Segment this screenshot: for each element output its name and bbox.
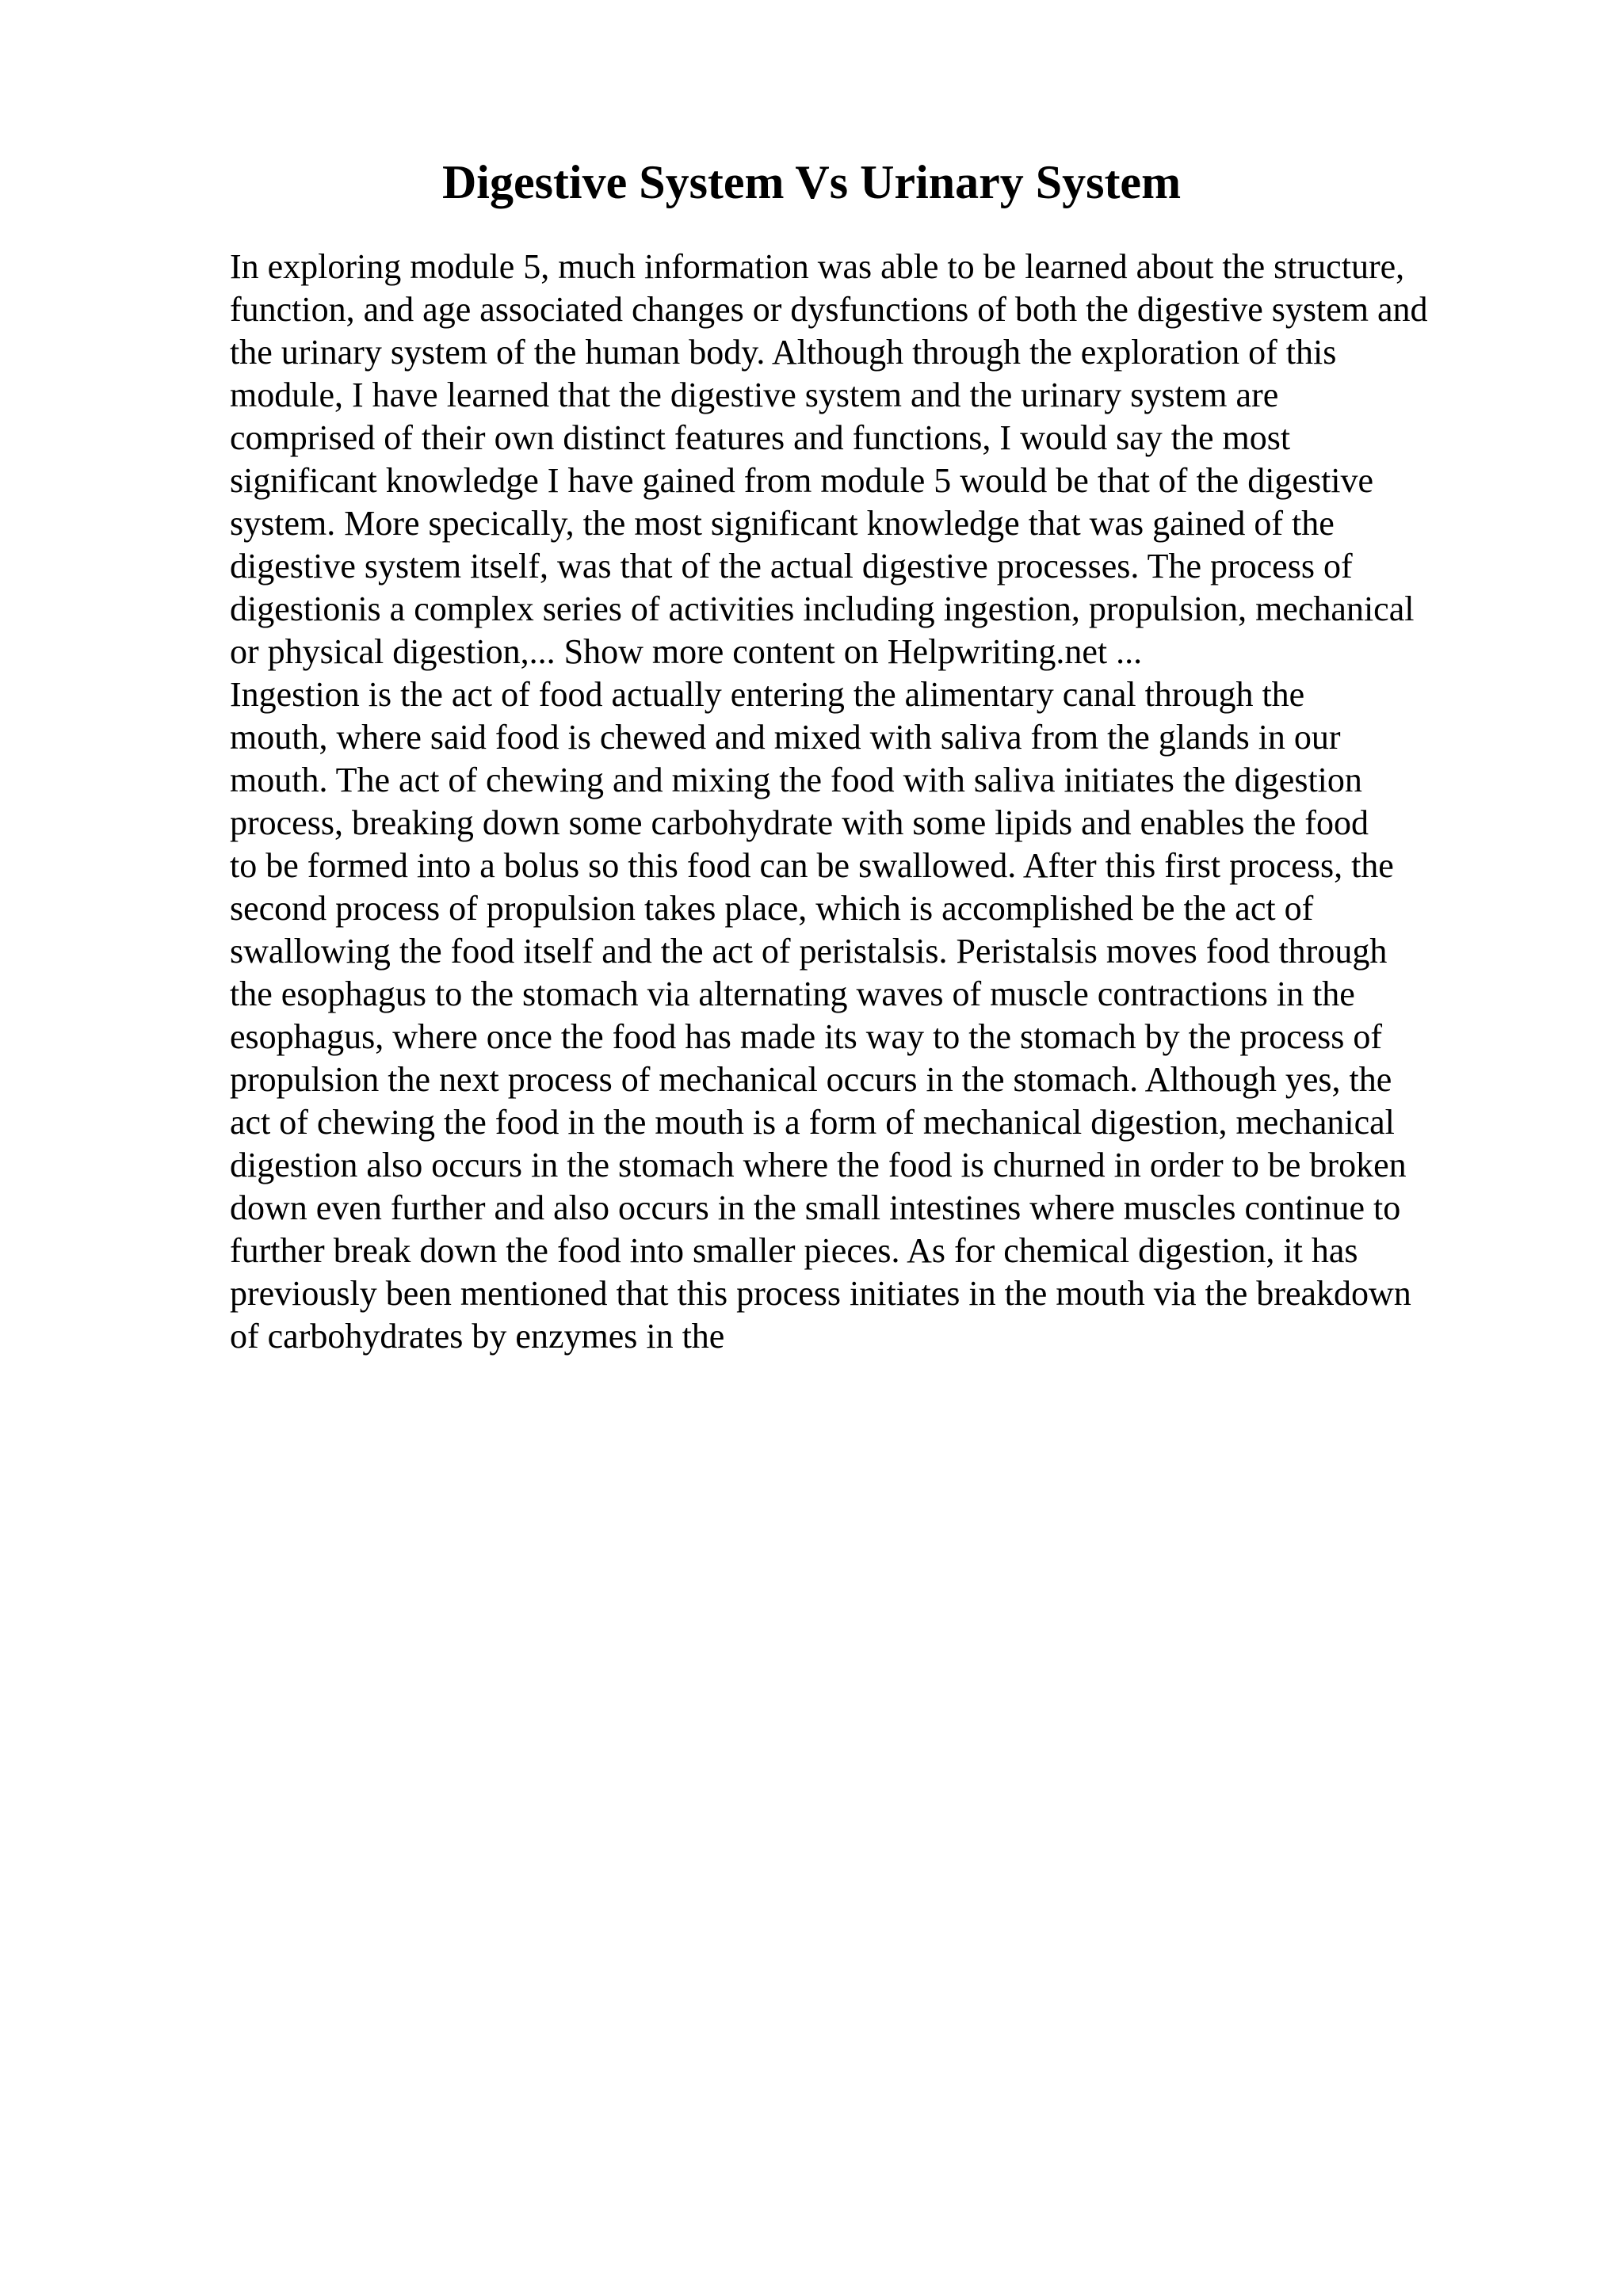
- paragraph-ingestion: Ingestion is the act of food actually entering the alimentary canal through the mouth, where said food is chewed and mixed with saliva from the glands in our mouth. The act of chewing and mixing the food with saliva initiates the digestion process, breaking down some carbohydrate with some lipids and enables the food to be formed into a bolus so this food can be swallowed. After this first process, the second process of propulsion takes place, which is accomplished be the act of swallowing the food itself and the act of peristalsis. Peristalsis moves food through the esophagus to the stomach via alternating waves of muscle contractions in the esophagus, where once the food has made its way to the stomach by the process of propulsion the next process of mechanical occurs in the stomach. Although yes, the act of chewing the food in the mouth is a form of mechanical digestion, mechanical digestion also occurs in the stomach where the food is churned in order to be broken down even further and also occurs in the small intestines where muscles continue to further break down the food into smaller pieces. As for chemical digestion, it has previously been mentioned that this process initiates in the mouth via the breakdown of carbohydrates by enzymes in the: [230, 675, 1411, 1356]
- document-title: Digestive System Vs Urinary System: [441, 156, 1182, 208]
- document-body: [230, 246, 1529, 1358]
- paragraph-intro: In exploring module 5, much information was able to be learned about the structure, function, and age associated changes or dysfunctions of both the digestive system and the urinary system of the human body. Although through the exploration of this module, I have learned that the digestive system and the urinary system are comprised of their own distinct features and functions, I would say the most significant knowledge I have gained from module 5 would be that of the digestive system. More specically, the most significant knowledge that was gained of the digestive system itself, was that of the actual digestive processes. The process of digestionis a complex series of activities including ingestion, propulsion, mechanical or physical digestion,... Show more content on Helpwriting.net ...: [230, 247, 1428, 671]
